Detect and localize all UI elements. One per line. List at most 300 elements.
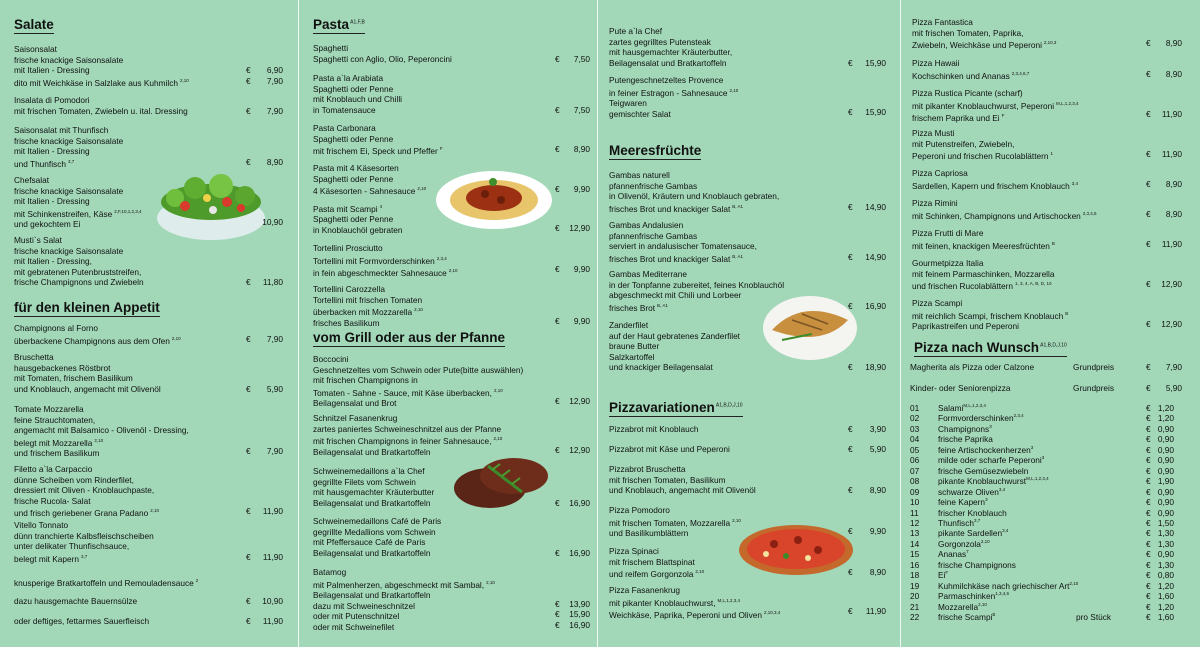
topping-name: Thunfisch$^{3,7}$ (938, 517, 981, 528)
currency-symbol: € (1146, 383, 1151, 393)
allergen-codes: 3,7 (67, 158, 75, 164)
item-name: Pizzabrot mit Käse und Peperoni (609, 444, 730, 454)
item-description: Weichkäse, Paprika, Peperoni und Oliven $^{2,10,3,4}$ (609, 609, 781, 620)
menu-item (14, 323, 181, 346)
topping-number: 20 (910, 591, 920, 602)
item-description: frisches Basilikum (313, 317, 380, 328)
item-price: 12,90 (1161, 319, 1182, 330)
currency-symbol: € (1146, 178, 1151, 189)
currency-symbol: € (1146, 486, 1151, 497)
currency-symbol: € (555, 396, 560, 407)
item-price: 11,90 (1161, 109, 1182, 120)
topping-row (910, 591, 1182, 602)
topping-number: 08 (910, 476, 920, 487)
allergen-codes: 3 (1030, 445, 1034, 451)
item-name: Pasta mit Scampi $^4$ (313, 203, 383, 214)
topping-price: 0,90 (1157, 465, 1174, 476)
item-name: Pizza Fasanenkrug (609, 585, 681, 595)
item-description: frische Rucola- Salat (14, 495, 91, 506)
item-description: mit feinem Parmaschinken, Mozzarella (912, 268, 1055, 279)
section-title-text: Pasta (313, 17, 350, 32)
item-description: mit Tomaten, frischem Basilikum (14, 373, 133, 384)
topping-number: 15 (910, 549, 920, 560)
menu-item (313, 466, 434, 508)
item-description: unter delikater Thunfischsauce, (14, 541, 130, 552)
menu-item (912, 88, 1079, 123)
currency-symbol: € (848, 106, 853, 117)
pizza-image (738, 520, 854, 576)
item-description: abgeschmeckt mit Chili und Lorbeer (609, 290, 742, 301)
topping-name: $Ei^F$ (938, 570, 949, 581)
topping-price: 0,90 (1157, 497, 1174, 508)
item-price: 7,90 (1165, 362, 1182, 372)
item-description: mit Putenstreifen, Zwiebeln, (912, 138, 1015, 149)
topping-name: Champignons$^3$ (938, 423, 992, 434)
item-price: 15,90 (569, 609, 590, 620)
item-name: Pizza Fantastica (912, 17, 973, 27)
item-name: Gambas Mediterrane (609, 269, 687, 279)
item-description: in feiner Estragon - Sahnesauce $^{2,10}$ (609, 87, 739, 98)
item-price: 9,90 (573, 315, 590, 326)
item-description: mit Italien - Dressing (14, 65, 90, 76)
item-name: Champignons al Forno (14, 323, 98, 333)
item-price: 8,90 (1165, 208, 1182, 219)
currency-symbol: € (555, 184, 560, 195)
item-price: 11,90 (1161, 149, 1182, 160)
item-description: frische Champignons und Zwiebeln (14, 277, 144, 288)
item-description: und Knoblauch, angemacht mit Olivenöl (14, 383, 161, 394)
topping-number: 06 (910, 455, 920, 466)
item-price: 7,90 (266, 446, 283, 457)
currency-symbol: € (246, 446, 251, 457)
allergen-codes: 2,10 (493, 387, 503, 393)
section-title-text: vom Grill oder aus der Pfanne (313, 330, 506, 345)
menu-item (609, 585, 780, 620)
allergen-codes: 2,10 (171, 335, 181, 341)
currency-symbol: € (1146, 497, 1151, 508)
allergen-codes: 7 (966, 549, 969, 555)
allergen-codes: 2,3,4,5 (1082, 210, 1097, 216)
allergen-codes: F (1001, 112, 1005, 118)
currency-symbol: € (1146, 549, 1151, 560)
item-description: Spaghetti oder Penne (313, 214, 394, 225)
item-description: frisches Brot $^{B, A1}$ (609, 302, 668, 313)
allergen-codes: M,L,1,2,3,4 (1056, 100, 1079, 106)
spaghetti-plate-image (435, 170, 553, 230)
currency-symbol: € (1146, 580, 1151, 591)
topping-row (910, 424, 1182, 435)
salad-bowl-image (155, 168, 267, 242)
currency-symbol: € (848, 300, 853, 311)
item-name: Spaghetti (313, 43, 349, 53)
topping-name: milde oder scharfe Peperoni$^3$ (938, 455, 1045, 466)
topping-name: pikante Sardellen$^{3,4}$ (938, 528, 1009, 539)
currency-symbol: € (1146, 559, 1151, 570)
currency-symbol: € (1146, 38, 1151, 49)
allergen-codes: 2,10 (486, 579, 495, 585)
menu-item (912, 128, 1053, 162)
topping-name: Salami$^{M,L,1,2,3,4}$ (938, 403, 986, 413)
item-price: 11,90 (1161, 238, 1182, 249)
topping-row (910, 434, 1182, 445)
item-description: mit Italien - Dressing (14, 146, 90, 157)
item-description: und Basilikumblättern (609, 527, 689, 538)
item-description: Tortellini mit frischen Tomaten (313, 294, 423, 305)
item-price: 13,90 (569, 598, 590, 609)
topping-name: Ananas$^7$ (938, 549, 969, 560)
allergen-codes: 2,3,4,6,7 (1011, 70, 1030, 76)
currency-symbol: € (555, 547, 560, 558)
item-name: Tortellini Prosciutto (313, 243, 383, 253)
currency-symbol: € (848, 362, 853, 373)
item-description: Geschnetzeltes vom Schwein oder Pute(bitte auswählen) (313, 364, 524, 375)
allergen-codes: M,L,1,2,3,4 (963, 403, 986, 409)
item-description: und Thunfisch $^{3,7}$ (14, 158, 75, 169)
section-title-text: für den kleinen Appetit (14, 300, 160, 315)
topping-row (910, 602, 1182, 613)
topping-name: frische Scampi$^B$ (938, 612, 996, 622)
topping-number: 18 (910, 570, 920, 581)
allergen-codes: A1,B,D,J,10 (1039, 342, 1067, 349)
item-description: mit hausgemachter Kräuterbutter, (609, 47, 733, 58)
item-name: Pizza Scampi (912, 298, 963, 308)
item-description: mit frischen Tomaten, Basilikum (609, 474, 726, 485)
topping-number: 03 (910, 423, 920, 434)
item-price: 9,90 (573, 184, 590, 195)
item-price: 8,90 (1165, 178, 1182, 189)
item-description: zartes gegrilltes Putensteak (609, 36, 711, 47)
allergen-codes: 2,10 (414, 307, 423, 313)
item-description: und frischen Rucolablättern $^{1, 3, 4, A, B, D, 10}$ (912, 280, 1052, 291)
topping-name: Mozzarella$^{2,10}$ (938, 601, 987, 612)
currency-symbol: € (246, 383, 251, 394)
item-name: dazu hausgemachte Bauernsülze (14, 596, 138, 606)
section-title-text: Salate (14, 17, 54, 32)
allergen-codes: 2,10 (980, 539, 990, 545)
topping-price: 0,90 (1157, 444, 1174, 455)
menu-item (609, 424, 698, 435)
item-price: 11,90 (262, 551, 283, 562)
item-name: Gambas Andalusien (609, 220, 684, 230)
item-description: mit Palmenherzen, abgeschmeckt mit Sambal, $^{2,10}$ (313, 579, 495, 590)
menu-item (14, 404, 189, 459)
currency-symbol: € (246, 551, 251, 562)
item-description: frisches Brot und knackiger Salat $^{B, A1}$ (609, 253, 744, 264)
allergen-codes: B (1065, 310, 1069, 316)
item-description: Teigwaren (609, 97, 647, 108)
allergen-codes: B, A1 (732, 253, 744, 259)
item-name: Putengeschnetzeltes Provence (609, 75, 724, 85)
item-description: und frischem Basilikum (14, 448, 100, 459)
allergen-codes: 2,10 (94, 437, 104, 443)
item-description: mit gebratenen Putenbruststreifen, (14, 266, 142, 277)
item-description: Beilagensalat und Bratkartoffeln (313, 547, 431, 558)
item-price: 11,80 (262, 277, 283, 288)
pizza-base-note: Grundpreis (1073, 383, 1115, 393)
allergen-codes: 2,10,3 (1043, 40, 1057, 46)
item-description: in fein abgeschmeckter Sahnesauce $^{2,10}$ (313, 267, 458, 278)
item-price: 8,90 (1165, 68, 1182, 79)
item-price: 11,90 (865, 606, 886, 617)
topping-row (910, 539, 1182, 550)
currency-symbol: € (555, 444, 560, 455)
menu-item (912, 228, 1055, 251)
item-description: überbacken mit Mozzarella $^{2,10}$ (313, 306, 423, 317)
item-description: Peperoni und frischen Rucolablättern $^1$ (912, 150, 1054, 161)
menu-item (313, 163, 426, 197)
topping-name: frischer Knoblauch (938, 507, 1007, 518)
topping-price: 0,90 (1157, 423, 1174, 434)
allergen-codes: 2,10 (417, 186, 427, 192)
menu-item (609, 26, 732, 68)
menu-item (609, 75, 738, 119)
topping-number: 05 (910, 444, 920, 455)
item-description: in Knoblauchöl gebraten (313, 224, 403, 235)
currency-symbol: € (1146, 434, 1151, 445)
item-name: Pizzabrot Bruschetta (609, 464, 686, 474)
item-description: mit Schinkenstreifen, Käse $^{2,F,10,1,2,3,4}$ (14, 208, 142, 219)
currency-symbol: € (1146, 362, 1151, 372)
item-description: frisches Brot und knackiger Salat $^{B, A1}$ (609, 203, 744, 214)
topping-price: 1,60 (1157, 612, 1174, 622)
item-name: oder deftiges, fettarmes Sauerfleisch (14, 616, 150, 626)
allergen-codes: 2,10 (732, 517, 741, 523)
section-title (313, 330, 505, 347)
item-description: belegt mit Mozzarella $^{2,10}$ (14, 437, 104, 448)
currency-symbol: € (1146, 208, 1151, 219)
item-name: Gourmetpizza Italia (912, 258, 984, 268)
item-price: 8,90 (869, 485, 886, 496)
item-description: mit frischen Tomaten, Mozzarella $^{2,10}$ (609, 517, 741, 528)
item-description: dünn tranchierte Kalbsfleischscheiben (14, 530, 154, 541)
item-price: 3,90 (869, 424, 886, 434)
allergen-codes: 4 (379, 204, 383, 209)
menu-item (313, 73, 402, 115)
item-description: oder mit Schweinefilet (313, 621, 395, 632)
item-description: angemacht mit Balsamico - Olivenöl - Dressing, (14, 425, 189, 436)
allergen-codes: 3,4 (998, 486, 1006, 492)
item-name: Schweinemedaillons Café de Paris (313, 516, 442, 526)
item-description: Tomaten - Sahne - Sauce, mit Käse überbacken, $^{2,10}$ (313, 387, 503, 398)
topping-name: Parmaschinken$^{1,3,4,6}$ (938, 591, 1009, 602)
item-name: Saisonsalat (14, 44, 57, 54)
menu-item (313, 516, 441, 558)
item-price: 9,90 (869, 526, 886, 537)
topping-name: frische Champignons (938, 559, 1016, 570)
topping-number: 16 (910, 559, 920, 570)
currency-symbol: € (555, 315, 560, 326)
item-description: Salzkartoffel (609, 351, 655, 362)
item-description: Beilagensalat und Bratkartoffeln (609, 57, 727, 68)
item-price: 16,90 (865, 300, 886, 311)
topping-row (910, 549, 1182, 560)
item-description: Spaghetti oder Penne (313, 133, 394, 144)
currency-symbol: € (1146, 423, 1151, 434)
item-description: mit frischem Blattspinat (609, 556, 695, 567)
item-price: 7,90 (266, 105, 283, 116)
item-name: Pizza Spinaci (609, 546, 659, 556)
item-description: frische knackige Saisonsalate (14, 245, 124, 256)
item-description: frische knackige Saisonsalate (14, 185, 124, 196)
item-price: 7,50 (573, 53, 590, 64)
item-price: 7,90 (266, 75, 283, 86)
item-price: 7,50 (573, 104, 590, 115)
topping-price: 0,90 (1157, 455, 1174, 466)
topping-name: Kuhmilchkäse nach griechischer Art$^{2,10}$ (938, 580, 1079, 591)
currency-symbol: € (1146, 444, 1151, 455)
currency-symbol: € (848, 201, 853, 212)
item-description: Kochschinken und Ananas $^{2,3,4,6,7}$ (912, 70, 1030, 81)
item-name: Pasta mit 4 Käsesorten (313, 163, 399, 173)
item-description: belegt mit Kapern $^{3,7}$ (14, 553, 88, 564)
item-price: 9,90 (573, 264, 590, 275)
item-description: hausgebackenes Röstbrot (14, 362, 111, 373)
currency-symbol: € (1146, 455, 1151, 466)
item-name: Pute a`la Chef (609, 26, 663, 36)
allergen-codes: A1,B,D,J,10 (714, 402, 743, 409)
item-description: dressiert mit Oliven - Knoblauchpaste, (14, 485, 155, 496)
menu-item (609, 505, 741, 539)
item-name: Chefsalat (14, 175, 50, 185)
item-name: Pizza Frutti di Mare (912, 228, 984, 238)
section-title (14, 17, 54, 34)
item-description: Beilagensalat und Bratkartoffeln (313, 589, 431, 600)
item-price: 10,90 (262, 596, 283, 606)
item-price: 14,90 (865, 251, 886, 262)
currency-symbol: € (555, 53, 560, 64)
allergen-codes: 2,10 (448, 267, 458, 273)
item-price: 8,90 (573, 144, 590, 155)
currency-symbol: € (246, 596, 251, 606)
allergen-codes: M,L,1,2,3,4 (1026, 476, 1049, 482)
currency-symbol: € (555, 609, 560, 620)
menu-item (14, 95, 188, 116)
item-description: Tortellini mit Formvorderschinken $^{2,3,4}$ (313, 255, 447, 266)
currency-symbol: € (1146, 465, 1151, 476)
item-name: Pizzabrot mit Knoblauch (609, 424, 699, 434)
menu-item (912, 258, 1054, 292)
menu-item (912, 198, 1097, 221)
allergen-codes: 2,10 (493, 436, 503, 442)
currency-symbol: € (848, 606, 853, 617)
menu-item (14, 616, 149, 627)
topping-number: 09 (910, 486, 920, 497)
topping-row (910, 466, 1182, 477)
allergen-codes: F (439, 146, 443, 152)
item-price: 12,90 (1161, 279, 1182, 290)
currency-symbol: € (1146, 517, 1151, 528)
topping-row (910, 560, 1182, 571)
allergen-codes: 2 (195, 578, 199, 583)
allergen-codes: 2,10,3,4 (763, 609, 781, 615)
item-description: in Tomatensauce (313, 104, 376, 115)
topping-number: 22 (910, 612, 920, 622)
item-description: Beilagensalat und Brot (313, 398, 397, 409)
currency-symbol: € (1146, 538, 1151, 549)
item-description: gegrillte Medallions vom Schwein (313, 526, 436, 537)
topping-row (910, 455, 1182, 466)
topping-row (910, 528, 1182, 539)
allergen-codes: 1 (1050, 151, 1054, 157)
item-price: 11,90 (262, 616, 283, 626)
item-name: Pizza Rimini (912, 198, 958, 208)
item-description: in Olivenöl, Kräutern und Knoblauch gebraten, (609, 191, 780, 202)
currency-symbol: € (555, 497, 560, 508)
allergen-codes: 3 (1041, 455, 1045, 461)
topping-number: 10 (910, 497, 920, 508)
item-price: 8,90 (266, 156, 283, 167)
allergen-codes: 2,10 (180, 77, 189, 83)
topping-price: 0,90 (1157, 434, 1174, 445)
topping-name: frische Gemüsezwiebeln (938, 465, 1029, 476)
allergen-codes: 1,3,4,6 (995, 591, 1009, 597)
menu-item (14, 175, 142, 230)
item-name: Tomate Mozzarella (14, 404, 84, 414)
menu-item (14, 576, 198, 588)
item-description: serviert in andalusischer Tomatensauce, (609, 241, 757, 252)
item-name: Filetto a`la Carpaccio (14, 464, 93, 474)
item-description: mit feinen, knackigen Meeresfrüchten $^B$ (912, 240, 1055, 251)
topping-row (910, 445, 1182, 456)
item-name: Tortellini Carozzella (313, 284, 385, 294)
menu-item (14, 464, 159, 519)
currency-symbol: € (555, 620, 560, 630)
currency-symbol: € (246, 506, 251, 517)
section-title (313, 17, 365, 34)
currency-symbol: € (246, 333, 251, 344)
section-title (609, 400, 743, 417)
item-description: gegrillte Filets vom Schwein (313, 476, 416, 487)
menu-item (313, 354, 523, 409)
item-description: dito mit Weichkäse in Salzlake aus Kuhmilch $^{2,10}$ (14, 77, 189, 88)
currency-symbol: € (1146, 109, 1151, 120)
topping-row (910, 518, 1182, 529)
item-name: knusperige Bratkartoffeln und Remouladensauce $^2$ (14, 577, 199, 588)
menu-item (313, 284, 423, 328)
item-description: mit reichlich Scampi, frischem Knoblauch $^B$ (912, 310, 1069, 321)
currency-symbol: € (555, 264, 560, 275)
item-description: frischem Paprika und Ei $^F$ (912, 112, 1005, 123)
topping-name: schwarze Oliven$^{3,4}$ (938, 486, 1006, 497)
item-description: Spaghetti oder Penne (313, 83, 394, 94)
topping-name: pikante Knoblauchwurst$^{M,L,1,2,3,4}$ (938, 476, 1049, 487)
menu-item (14, 352, 161, 394)
section-title (14, 300, 160, 317)
topping-name: Gorgonzola$^{2,10}$ (938, 538, 990, 549)
currency-symbol: € (848, 485, 853, 496)
currency-symbol: € (1146, 601, 1151, 612)
currency-symbol: € (1146, 319, 1151, 330)
menu-item (609, 170, 779, 214)
topping-price: 1,20 (1157, 403, 1174, 413)
item-price: 14,90 (865, 201, 886, 212)
item-description: und frisch geriebener Grana Padano $^{2,10}$ (14, 508, 159, 519)
column-separator (298, 0, 299, 647)
currency-symbol: € (246, 65, 251, 76)
item-description: frische knackige Saisonsalate (14, 54, 124, 65)
topping-price: 1,50 (1157, 517, 1174, 528)
currency-symbol: € (1146, 149, 1151, 160)
allergen-codes: F (945, 570, 949, 576)
allergen-codes: M,L,1,2,3,4 (717, 597, 741, 603)
section-title (609, 143, 701, 160)
item-description: dazu mit Schweineschnitzel (313, 600, 415, 611)
menu-item (609, 320, 740, 373)
currency-symbol: € (246, 277, 251, 288)
item-name: Musti`s Salat (14, 235, 62, 245)
topping-price: 0,90 (1157, 507, 1174, 518)
menu-item (912, 58, 1029, 81)
